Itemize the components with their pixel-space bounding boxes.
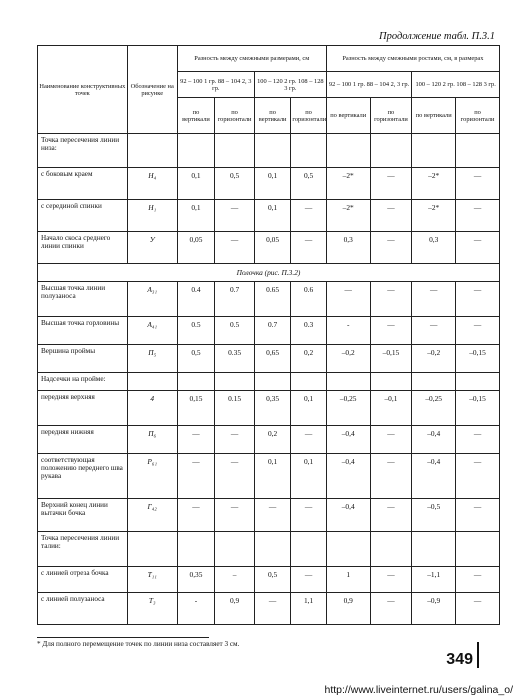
table-row	[38, 532, 500, 567]
value-cell: 0.65	[254, 282, 290, 317]
value-cell: –0,4	[326, 426, 370, 454]
value-cell: 0,3	[412, 232, 456, 264]
value-cell	[291, 532, 326, 567]
value-cell: -	[326, 317, 370, 345]
value-cell: 0.5	[215, 317, 255, 345]
value-cell: 0.6	[291, 282, 326, 317]
value-cell	[254, 373, 290, 391]
value-cell	[177, 532, 215, 567]
value-cell: –0,1	[370, 391, 412, 426]
value-cell	[326, 532, 370, 567]
value-cell	[215, 373, 255, 391]
value-cell	[177, 373, 215, 391]
value-cell: —	[215, 426, 255, 454]
table-row	[38, 282, 500, 317]
row-symbol: П₅	[127, 345, 177, 373]
row-symbol: Т₁₁	[127, 567, 177, 593]
value-cell	[370, 134, 412, 168]
row-name: с боковым краем	[38, 168, 128, 200]
table-row	[38, 391, 500, 426]
value-cell: —	[177, 426, 215, 454]
value-cell: —	[291, 426, 326, 454]
value-cell	[215, 134, 255, 168]
value-cell: 0,35	[254, 391, 290, 426]
value-cell: —	[326, 282, 370, 317]
header-range: 92 – 100 1 гр. 88 – 104 2, 3 гр.	[326, 72, 411, 98]
value-cell: –0,4	[412, 454, 456, 499]
value-cell: –	[215, 567, 255, 593]
value-cell: –2*	[412, 168, 456, 200]
header-vertical: по вертикали	[326, 98, 370, 134]
section-label: Полочка (рис. П.3.2)	[38, 264, 500, 282]
header-range: 100 – 120 2 гр. 108 – 128 3 гр.	[412, 72, 500, 98]
value-cell: 0.15	[215, 391, 255, 426]
value-cell: —	[456, 593, 500, 625]
table-row	[38, 454, 500, 499]
header-vertical: по вертикали	[177, 98, 215, 134]
row-symbol	[127, 532, 177, 567]
value-cell	[370, 532, 412, 567]
row-name: Вершина проймы	[38, 345, 128, 373]
value-cell: —	[456, 499, 500, 532]
value-cell: -	[177, 593, 215, 625]
table-row	[38, 168, 500, 200]
value-cell: —	[370, 168, 412, 200]
value-cell	[177, 134, 215, 168]
value-cell: –2*	[326, 200, 370, 232]
value-cell: —	[177, 499, 215, 532]
value-cell: –0,4	[326, 499, 370, 532]
value-cell	[291, 373, 326, 391]
value-cell	[456, 532, 500, 567]
value-cell: 0,1	[254, 168, 290, 200]
value-cell: —	[370, 499, 412, 532]
value-cell: —	[456, 282, 500, 317]
header-horizontal: по горизонтали	[370, 98, 412, 134]
header-name: Наименование конструктивных точек	[38, 46, 128, 134]
row-symbol: А₃₁	[127, 282, 177, 317]
table-body-back	[38, 134, 500, 264]
value-cell: –0,15	[370, 345, 412, 373]
row-name: Верхний конец линии вытачки бочка	[38, 499, 128, 532]
value-cell	[254, 532, 290, 567]
value-cell: 0,1	[291, 454, 326, 499]
value-cell: —	[254, 593, 290, 625]
value-cell: —	[370, 593, 412, 625]
row-name: Высшая точка горловины	[38, 317, 128, 345]
row-name: соответствующая положению переднего шва рукава	[38, 454, 128, 499]
row-name: Точка пересечения линии низа:	[38, 134, 128, 168]
row-name: Высшая точка линии полузаноса	[38, 282, 128, 317]
header-group-sizes: Разность между смежными размерами, см	[177, 46, 326, 72]
value-cell	[456, 373, 500, 391]
row-symbol	[127, 373, 177, 391]
value-cell: —	[370, 454, 412, 499]
table-row	[38, 134, 500, 168]
value-cell: —	[291, 200, 326, 232]
table-row	[38, 232, 500, 264]
value-cell: —	[215, 499, 255, 532]
data-table	[37, 45, 500, 625]
value-cell: –0,25	[412, 391, 456, 426]
value-cell: 0.5	[177, 317, 215, 345]
value-cell: 0,5	[177, 345, 215, 373]
value-cell: —	[254, 499, 290, 532]
header-horizontal: по горизонтали	[456, 98, 500, 134]
value-cell: 0,1	[177, 200, 215, 232]
footnote: * Для полного перемещение точек по линии низа составляет 3 см.	[37, 640, 240, 648]
row-name: с линией отреза бочка	[38, 567, 128, 593]
value-cell: —	[456, 317, 500, 345]
value-cell: 0,65	[254, 345, 290, 373]
table-caption: Продолжение табл. П.3.1	[379, 31, 495, 42]
row-symbol: П₆	[127, 426, 177, 454]
value-cell: 0,1	[177, 168, 215, 200]
header-horizontal: по горизонтали	[215, 98, 255, 134]
row-name: Начало скоса среднего линии спинки	[38, 232, 128, 264]
value-cell	[456, 134, 500, 168]
table-row	[38, 593, 500, 625]
value-cell: 0.35	[215, 345, 255, 373]
header-group-heights: Разность между смежными ростами, см, в размерах	[326, 46, 499, 72]
page-number: 349	[446, 651, 473, 668]
value-cell: —	[456, 200, 500, 232]
value-cell: —	[370, 200, 412, 232]
value-cell: —	[456, 567, 500, 593]
value-cell: —	[370, 567, 412, 593]
value-cell: —	[370, 282, 412, 317]
value-cell	[291, 134, 326, 168]
value-cell: –2*	[412, 200, 456, 232]
value-cell: —	[456, 454, 500, 499]
value-cell: –2*	[326, 168, 370, 200]
table-body-front	[38, 282, 500, 625]
value-cell: 1,1	[291, 593, 326, 625]
header-horizontal: по горизонтали	[291, 98, 326, 134]
value-cell: —	[215, 200, 255, 232]
value-cell	[412, 373, 456, 391]
value-cell	[326, 134, 370, 168]
value-cell: 0,5	[291, 168, 326, 200]
value-cell: —	[370, 317, 412, 345]
value-cell: 0,5	[215, 168, 255, 200]
row-symbol: А₄₁	[127, 317, 177, 345]
value-cell: –1,1	[412, 567, 456, 593]
value-cell: 0,1	[291, 391, 326, 426]
value-cell: 0,3	[326, 232, 370, 264]
value-cell: 0,9	[215, 593, 255, 625]
value-cell: —	[215, 454, 255, 499]
value-cell: —	[412, 317, 456, 345]
value-cell: 0,5	[254, 567, 290, 593]
value-cell: 0,05	[254, 232, 290, 264]
value-cell: —	[291, 567, 326, 593]
footnote-rule	[37, 637, 209, 638]
header-vertical: по вертикали	[254, 98, 290, 134]
value-cell: 0,15	[177, 391, 215, 426]
value-cell: —	[456, 232, 500, 264]
value-cell: 0,05	[177, 232, 215, 264]
value-cell: 1	[326, 567, 370, 593]
value-cell	[412, 134, 456, 168]
value-cell: —	[456, 426, 500, 454]
value-cell: –0,15	[456, 345, 500, 373]
value-cell: –0,9	[412, 593, 456, 625]
table-row	[38, 373, 500, 391]
value-cell	[412, 532, 456, 567]
value-cell: —	[412, 282, 456, 317]
table-row	[38, 200, 500, 232]
value-cell: –0,15	[456, 391, 500, 426]
row-name: передняя нижняя	[38, 426, 128, 454]
header-range: 100 – 120 2 гр. 108 – 128 3 гр.	[254, 72, 326, 98]
row-name: с серединой спинки	[38, 200, 128, 232]
row-symbol	[127, 134, 177, 168]
value-cell: –0,25	[326, 391, 370, 426]
row-symbol: Н₄	[127, 168, 177, 200]
value-cell: 0.7	[215, 282, 255, 317]
header-range: 92 – 100 1 гр. 88 – 104 2, 3 гр.	[177, 72, 254, 98]
value-cell: 0,2	[291, 345, 326, 373]
row-name: Надсечки на пройме:	[38, 373, 128, 391]
page-bar	[477, 642, 479, 668]
value-cell: —	[370, 232, 412, 264]
value-cell: –0,5	[412, 499, 456, 532]
table-row	[38, 345, 500, 373]
value-cell: 0,1	[254, 454, 290, 499]
table-row	[38, 426, 500, 454]
value-cell: –0,4	[412, 426, 456, 454]
value-cell: 0.3	[291, 317, 326, 345]
header-symbol: Обозначение на рисунке	[127, 46, 177, 134]
header-vertical: по вертикали	[412, 98, 456, 134]
source-url: http://www.liveinternet.ru/users/galina_o/	[324, 684, 513, 696]
value-cell: —	[177, 454, 215, 499]
value-cell	[254, 134, 290, 168]
value-cell: —	[215, 232, 255, 264]
row-name: передняя верхняя	[38, 391, 128, 426]
value-cell: —	[456, 168, 500, 200]
row-symbol: Т₃	[127, 593, 177, 625]
row-symbol: Н₁	[127, 200, 177, 232]
value-cell: 0.7	[254, 317, 290, 345]
table-row	[38, 499, 500, 532]
value-cell: 0,9	[326, 593, 370, 625]
row-symbol: 4	[127, 391, 177, 426]
value-cell: –0,4	[326, 454, 370, 499]
value-cell: 0,35	[177, 567, 215, 593]
value-cell	[326, 373, 370, 391]
value-cell: —	[370, 426, 412, 454]
row-symbol: Р₆₁	[127, 454, 177, 499]
value-cell: 0,1	[254, 200, 290, 232]
row-name: Точка пересечения линии талии:	[38, 532, 128, 567]
value-cell: 0.4	[177, 282, 215, 317]
value-cell: —	[291, 499, 326, 532]
value-cell: —	[291, 232, 326, 264]
value-cell: 0,2	[254, 426, 290, 454]
table-row	[38, 567, 500, 593]
value-cell: –0,2	[412, 345, 456, 373]
value-cell	[370, 373, 412, 391]
value-cell: –0,2	[326, 345, 370, 373]
table-row	[38, 317, 500, 345]
row-name: с линией полузаноса	[38, 593, 128, 625]
row-symbol: Г₄₂	[127, 499, 177, 532]
row-symbol: У	[127, 232, 177, 264]
value-cell	[215, 532, 255, 567]
